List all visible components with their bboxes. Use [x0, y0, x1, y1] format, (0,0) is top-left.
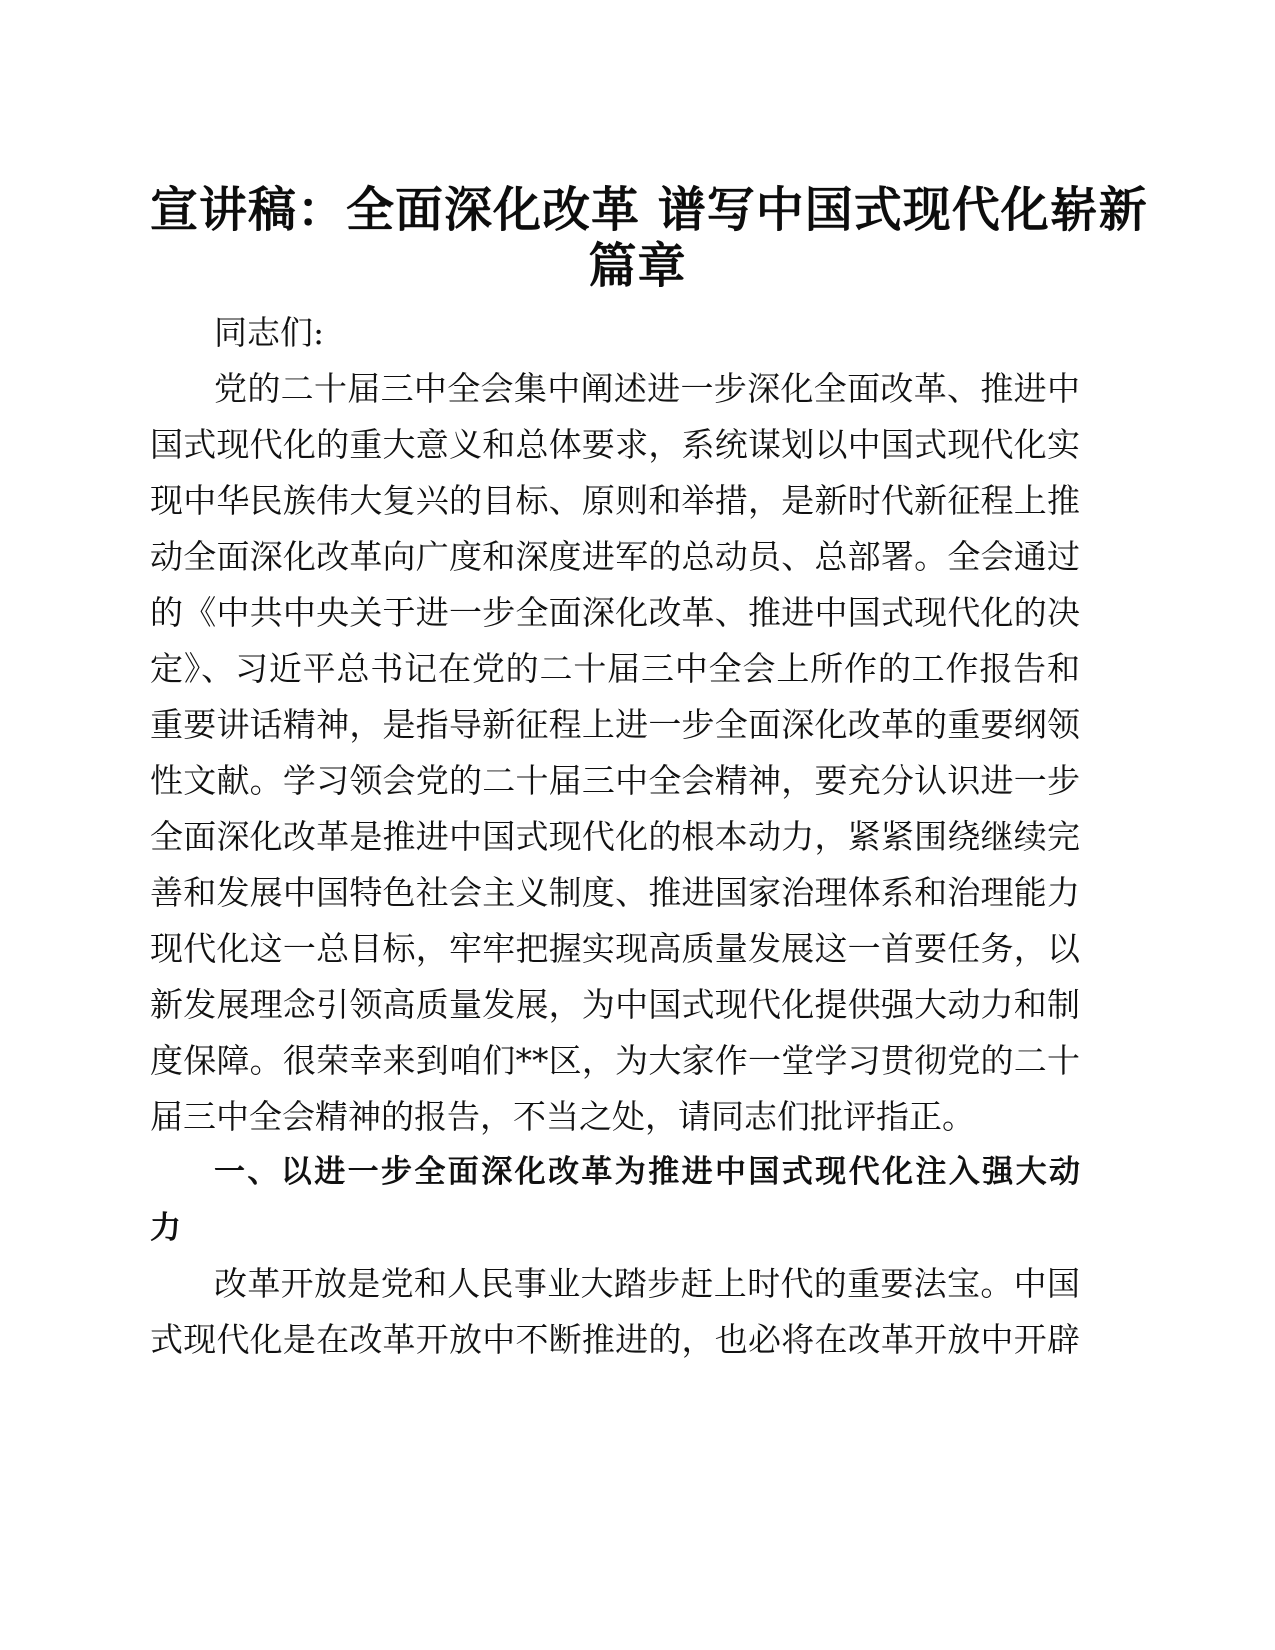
paragraph-1-line: 现中华民族伟大复兴的目标、原则和举措，是新时代新征程上推 [150, 481, 1080, 520]
document-title-line-1: 宣讲稿：全面深化改革 谱写中国式现代化崭新 [150, 182, 1148, 238]
paragraph-1-line: 现代化这一总目标，牢牢把握实现高质量发展这一首要任务，以 [150, 929, 1080, 968]
paragraph-1-line: 国式现代化的重大意义和总体要求，系统谋划以中国式现代化实 [150, 425, 1080, 464]
paragraph-1-line: 党的二十届三中全会集中阐述进一步深化全面改革、推进中 [214, 369, 1080, 408]
salutation: 同志们: [214, 313, 325, 352]
paragraph-1-line: 度保障。很荣幸来到咱们**区，为大家作一堂学习贯彻党的二十 [150, 1041, 1080, 1080]
paragraph-1-line: 动全面深化改革向广度和深度进军的总动员、总部署。全会通过 [150, 537, 1080, 576]
document-title-line-2: 篇章 [588, 238, 687, 294]
paragraph-1-line: 的《中共中央关于进一步全面深化改革、推进中国式现代化的决 [150, 593, 1080, 632]
paragraph-1-line: 定》、习近平总书记在党的二十届三中全会上所作的工作报告和 [150, 649, 1080, 688]
paragraph-1-line: 新发展理念引领高质量发展，为中国式现代化提供强大动力和制 [150, 985, 1080, 1024]
section-heading-line-1: 一、以进一步全面深化改革为推进中国式现代化注入强大动 [214, 1154, 1080, 1190]
paragraph-2-line: 改革开放是党和人民事业大踏步赶上时代的重要法宝。中国 [214, 1264, 1080, 1303]
paragraph-1-line: 重要讲话精神，是指导新征程上进一步全面深化改革的重要纲领 [150, 705, 1080, 744]
paragraph-1-line: 性文献。学习领会党的二十届三中全会精神，要充分认识进一步 [150, 761, 1080, 800]
paragraph-1-line: 全面深化改革是推进中国式现代化的根本动力，紧紧围绕继续完 [150, 817, 1080, 856]
paragraph-2-line: 式现代化是在改革开放中不断推进的，也必将在改革开放中开辟 [150, 1320, 1080, 1359]
section-heading-line-2: 力 [150, 1210, 181, 1246]
paragraph-1-line: 善和发展中国特色社会主义制度、推进国家治理体系和治理能力 [150, 873, 1080, 912]
paragraph-1-line: 届三中全会精神的报告，不当之处，请同志们批评指正。 [150, 1097, 975, 1136]
